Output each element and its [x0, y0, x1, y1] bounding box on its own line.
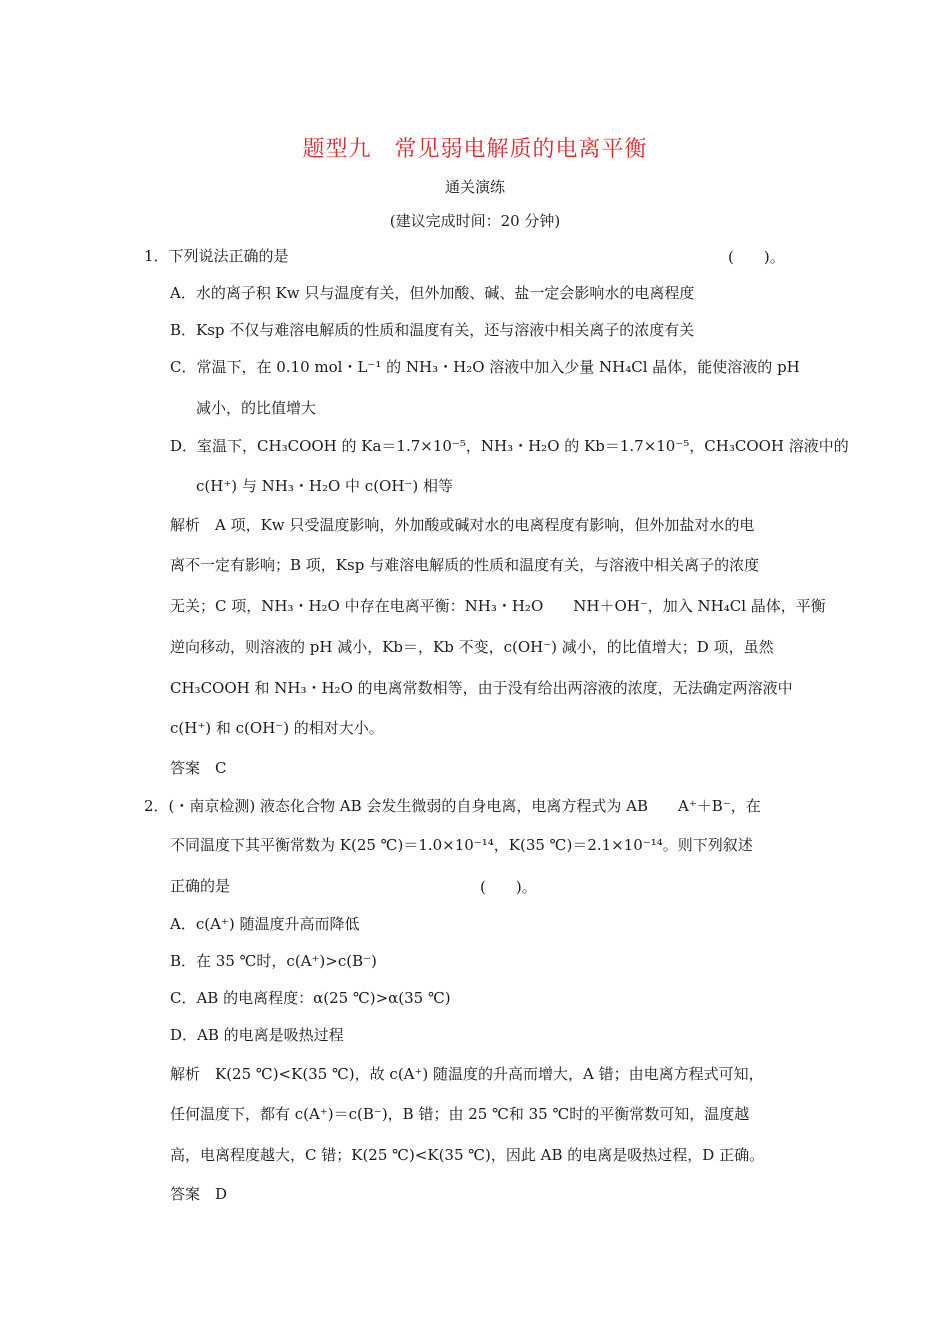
q2-stem-cont: 不同温度下其平衡常数为 K(25 ℃)＝1.0×10⁻¹⁴，K(35 ℃)＝2.1×10⁻¹⁴。则下列叙述: [170, 836, 753, 854]
q1-stem: 1．下列说法正确的是: [144, 247, 289, 265]
q1-option-d: D．室温下，CH₃COOH 的 Ka＝1.7×10⁻⁵，NH₃・H₂O 的 Kb＝1.7×10⁻⁵，CH₃COOH 溶液中的: [170, 437, 849, 455]
q2-option-d: D．AB 的电离是吸热过程: [170, 1026, 344, 1044]
q1-explanation-line: 逆向移动，则溶液的 pH 减小，Kb＝，Kb 不变，c(OH⁻) 减小，的比值增大；D 项，虽然: [170, 638, 774, 656]
q2-explanation-line: 高，电离程度越大，C 错；K(25 ℃)<K(35 ℃)，因此 AB 的电离是吸热过程，D 正确。: [170, 1146, 765, 1164]
q1-option-b: B．Ksp 不仅与难溶电解质的性质和温度有关，还与溶液中相关离子的浓度有关: [170, 321, 695, 339]
time-note: (建议完成时间：20 分钟): [389, 212, 561, 230]
q1-explanation-line: 解析 A 项，Kw 只受温度影响，外加酸或碱对水的电离程度有影响，但外加盐对水的电: [170, 516, 755, 534]
q2-option-a: A．c(A⁺) 随温度升高而降低: [170, 915, 360, 933]
q2-stem: 2．(・南京检测) 液态化合物 AB 会发生微弱的自身电离，电离方程式为 AB A⁺＋B⁻，在: [144, 797, 761, 815]
q1-option-d-cont: c(H⁺) 与 NH₃・H₂O 中 c(OH⁻) 相等: [196, 477, 453, 495]
q2-explanation-line: 任何温度下，都有 c(A⁺)＝c(B⁻)，B 错；由 25 ℃和 35 ℃时的平衡常数可知，温度越: [170, 1105, 750, 1123]
q1-option-c-cont: 减小，的比值增大: [196, 399, 317, 417]
q1-explanation-line: 离不一定有影响；B 项，Ksp 与难溶电解质的性质和温度有关，与溶液中相关离子的浓度: [170, 556, 760, 574]
q2-explanation-line: 解析 K(25 ℃)<K(35 ℃)，故 c(A⁺) 随温度的升高而增大，A 错；由电离方程式可知，: [170, 1065, 764, 1083]
q1-answer: 答案 C: [170, 759, 227, 777]
q1-option-a: A．水的离子积 Kw 只与温度有关，但外加酸、碱、盐一定会影响水的电离程度: [170, 284, 695, 302]
q1-explanation-line: 无关；C 项，NH₃・H₂O 中存在电离平衡：NH₃・H₂O NH＋OH⁻，加入 NH₄Cl 晶体，平衡: [170, 597, 826, 615]
section-subtitle: 通关演练: [444, 178, 505, 196]
q1-option-c: C．常温下，在 0.10 mol・L⁻¹ 的 NH₃・H₂O 溶液中加入少量 NH₄Cl 晶体，能使溶液的 pH: [170, 358, 800, 376]
q1-explanation-line: CH₃COOH 和 NH₃・H₂O 的电离常数相等，由于没有给出两溶液的浓度，无法确定两溶液中: [170, 679, 793, 697]
q1-explanation-line: c(H⁺) 和 c(OH⁻) 的相对大小。: [170, 719, 384, 737]
q1-answer-paren: ( )。: [728, 248, 785, 266]
q2-stem-cont: 正确的是: [170, 877, 231, 895]
q2-option-b: B．在 35 ℃时，c(A⁺)>c(B⁻): [170, 952, 377, 970]
q2-answer-paren: ( )。: [480, 878, 537, 896]
page-title: 题型九 常见弱电解质的电离平衡: [302, 137, 648, 162]
q2-answer: 答案 D: [170, 1185, 228, 1203]
q2-option-c: C．AB 的电离程度：α(25 ℃)>α(35 ℃): [170, 989, 451, 1007]
